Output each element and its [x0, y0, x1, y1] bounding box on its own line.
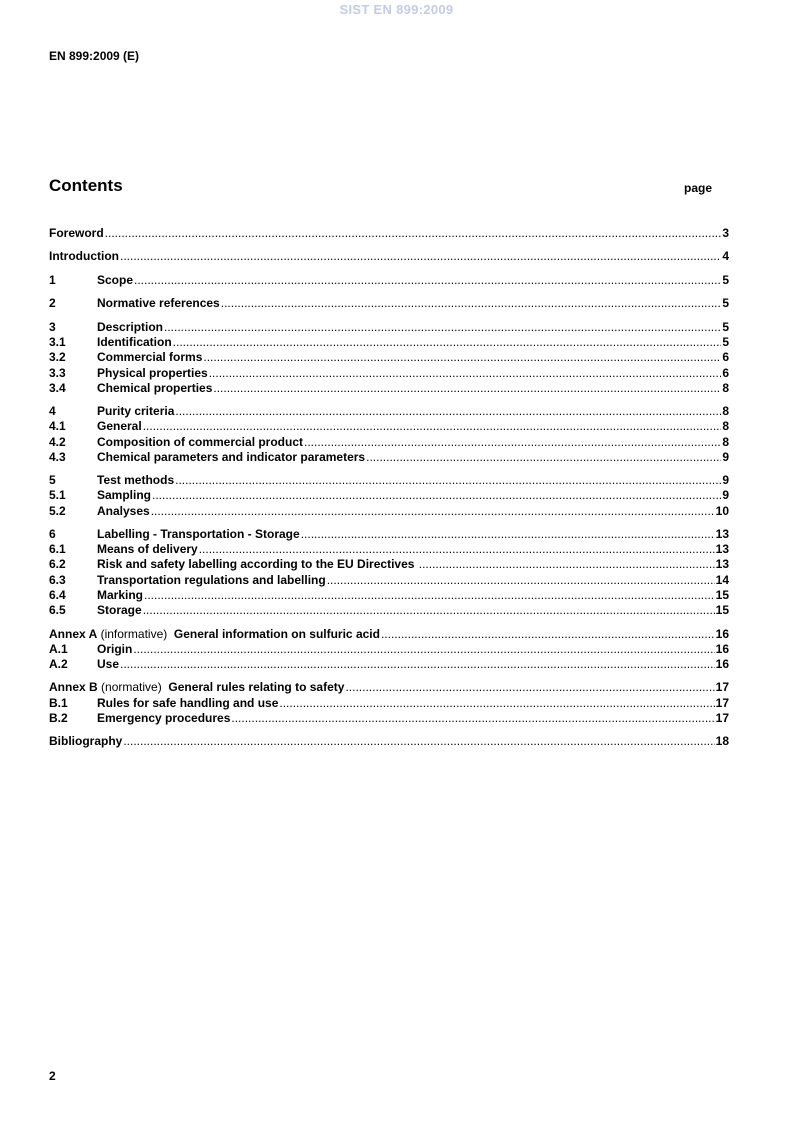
toc-leader-dots: [419, 557, 715, 572]
toc-entry-page-number: 5: [722, 319, 729, 334]
toc-entry-title-group: [49, 226, 104, 241]
toc-entry[interactable]: [49, 542, 729, 557]
toc-entry-page-number: 10: [715, 503, 729, 518]
contents-title: Contents: [49, 176, 123, 195]
toc-entry-page-number: 6: [722, 365, 729, 380]
toc-entry-title: Origin: [97, 641, 133, 656]
toc-entry-number: A.1: [49, 641, 68, 656]
document-id-header: EN 899:2009 (E): [49, 49, 140, 63]
toc-entry-number: 6.4: [49, 587, 66, 602]
toc-entry-number: 3.1: [49, 335, 66, 350]
toc-entry[interactable]: [49, 435, 729, 450]
toc-leader-dots: [221, 296, 722, 311]
toc-entry[interactable]: [49, 696, 729, 711]
toc-entry-page-number: 17: [715, 710, 729, 725]
toc-leader-dots: [105, 226, 722, 241]
toc-entry-page-number: 17: [715, 695, 729, 710]
toc-entry-number: 3.4: [49, 380, 66, 395]
toc-entry-page-number: 15: [715, 587, 729, 602]
toc-leader-dots: [231, 711, 714, 726]
toc-entry-title: Scope: [97, 272, 134, 287]
toc-entry-number: 3.2: [49, 350, 66, 365]
toc-entry-title-group: [97, 711, 230, 726]
toc-entry[interactable]: [49, 711, 729, 726]
toc-entry[interactable]: [49, 404, 729, 419]
toc-leader-dots: [123, 734, 714, 749]
toc-entry-title: General: [97, 419, 142, 434]
toc-entry-title-group: [97, 588, 143, 603]
toc-entry-title: Foreword: [49, 226, 104, 240]
toc-leader-dots: [345, 680, 714, 695]
toc-entry-title: Normative references: [97, 296, 220, 311]
toc-entry-page-number: 15: [715, 603, 729, 618]
toc-entry-title: Test methods: [97, 473, 175, 488]
toc-entry[interactable]: [49, 588, 729, 603]
toc-entry-title: Introduction: [49, 249, 119, 264]
toc-entry-page-number: 5: [722, 335, 729, 350]
toc-entry[interactable]: [49, 450, 729, 465]
toc-entry-title-group: [49, 249, 119, 264]
toc-entry-page-number: 4: [722, 249, 729, 264]
toc-leader-dots: [175, 473, 721, 488]
toc-entry-title-group: [97, 473, 174, 488]
toc-annex-label: Annex A: [49, 626, 98, 641]
toc-entry[interactable]: [49, 473, 729, 488]
toc-entry-title: Purity criteria: [97, 404, 175, 419]
toc-leader-dots: [279, 696, 714, 711]
toc-leader-dots: [381, 627, 715, 642]
toc-entry-title-group: [97, 350, 202, 365]
toc-entry-page-number: 9: [722, 473, 729, 488]
toc-entry-title-group: [97, 696, 278, 711]
toc-leader-dots: [304, 435, 721, 450]
toc-entry-title: General rules relating to safety: [168, 680, 345, 695]
toc-entry-title: Sampling: [97, 488, 152, 503]
page-column-label: page: [684, 181, 713, 195]
toc-entry[interactable]: [49, 642, 729, 657]
toc-leader-dots: [173, 335, 722, 350]
toc-leader-dots: [203, 350, 721, 365]
toc-entry[interactable]: [49, 226, 729, 241]
toc-entry-title-group: [97, 273, 133, 288]
toc-leader-dots: [213, 381, 721, 396]
toc-entry-title-group: [97, 296, 220, 311]
toc-entry-page-number: 13: [715, 542, 729, 557]
toc-entry-page-number: 5: [722, 272, 729, 287]
toc-entry-page-number: 6: [722, 350, 729, 365]
toc-entry-number: 4: [49, 404, 56, 419]
toc-entry-title: General information on sulfuric acid: [173, 626, 380, 641]
toc-entry[interactable]: [49, 557, 729, 572]
toc-leader-dots: [164, 320, 721, 335]
toc-leader-dots: [366, 450, 721, 465]
toc-entry[interactable]: [49, 273, 729, 288]
toc-entry-title: Analyses: [97, 503, 150, 518]
toc-entry-title-group: [97, 527, 300, 542]
toc-entry-page-number: 18: [715, 734, 729, 749]
toc-entry[interactable]: [49, 366, 729, 381]
toc-entry[interactable]: [49, 527, 729, 542]
toc-leader-dots: [151, 504, 715, 519]
toc-entry-number: 6: [49, 527, 56, 542]
toc-entry-page-number: 16: [715, 626, 729, 641]
toc-annex-label: Annex B: [49, 680, 98, 695]
toc-entry-page-number: 16: [715, 641, 729, 656]
toc-leader-dots: [199, 542, 715, 557]
toc-annex-status: (informative): [97, 626, 174, 641]
toc-leader-dots: [120, 249, 721, 264]
toc-entry-page-number: 8: [722, 404, 729, 419]
toc-entry-page-number: 3: [722, 226, 729, 240]
toc-leader-dots: [133, 642, 714, 657]
toc-leader-dots: [120, 657, 715, 672]
toc-entry-number: 4.3: [49, 449, 66, 464]
toc-entry-title: Storage: [97, 603, 142, 618]
toc-leader-dots: [175, 404, 721, 419]
toc-entry-title-group: [97, 320, 163, 335]
toc-entry[interactable]: [49, 488, 729, 503]
toc-entry-title: Means of delivery: [97, 542, 198, 557]
toc-entry[interactable]: [49, 603, 729, 618]
toc-entry-title-group: [49, 627, 380, 642]
toc-entry[interactable]: [49, 335, 729, 350]
toc-leader-dots: [144, 588, 715, 603]
toc-entry-page-number: 5: [722, 296, 729, 311]
toc-entry-page-number: 8: [722, 380, 729, 395]
toc-entry-title: Chemical properties: [97, 380, 213, 395]
toc-entry-title-group: [49, 680, 344, 695]
toc-entry-title-group: [97, 603, 142, 618]
toc-entry-number: 2: [49, 296, 56, 311]
toc-entry[interactable]: [49, 504, 729, 519]
toc-entry[interactable]: [49, 419, 729, 434]
toc-entry-page-number: 13: [715, 557, 729, 572]
toc-leader-dots: [134, 273, 721, 288]
toc-entry[interactable]: [49, 320, 729, 335]
toc-entry-title-group: [97, 573, 326, 588]
toc-entry-title: Marking: [97, 587, 144, 602]
toc-entry-number: A.2: [49, 656, 68, 671]
toc-entry-number: 4.2: [49, 434, 66, 449]
toc-entry[interactable]: [49, 680, 729, 695]
footer-page-number: 2: [49, 1069, 56, 1083]
toc-entry-title: Physical properties: [97, 365, 208, 380]
toc-leader-dots: [143, 419, 722, 434]
table-of-contents: [49, 226, 729, 749]
toc-entry-page-number: 9: [722, 488, 729, 503]
toc-entry-number: 6.2: [49, 557, 66, 572]
toc-entry-title-group: [97, 435, 303, 450]
toc-entry-page-number: 13: [715, 527, 729, 542]
toc-entry-title-group: [97, 335, 172, 350]
toc-entry-page-number: 17: [715, 680, 729, 695]
toc-entry-title: Use: [97, 656, 120, 671]
toc-leader-dots: [301, 527, 715, 542]
toc-entry-number: 6.5: [49, 603, 66, 618]
toc-entry[interactable]: [49, 627, 729, 642]
toc-entry-title-group: [97, 542, 198, 557]
toc-entry[interactable]: [49, 381, 729, 396]
toc-entry-title-group: [97, 657, 119, 672]
toc-entry-number: 5: [49, 473, 56, 488]
toc-entry[interactable]: [49, 350, 729, 365]
toc-entry-page-number: 9: [722, 449, 729, 464]
toc-entry[interactable]: [49, 657, 729, 672]
toc-entry-title: Identification: [97, 335, 172, 350]
toc-entry-title: Composition of commercial product: [97, 434, 304, 449]
toc-entry-title: Rules for safe handling and use: [97, 695, 279, 710]
toc-entry-page-number: 16: [715, 656, 729, 671]
toc-entry[interactable]: [49, 249, 729, 264]
toc-entry-number: 1: [49, 272, 56, 287]
watermark: SIST EN 899:2009: [339, 2, 454, 17]
toc-entry-page-number: 14: [715, 572, 729, 587]
toc-entry-title-group: [97, 642, 132, 657]
toc-entry-title-group: [97, 366, 208, 381]
toc-entry-title: Labelling - Transportation - Storage: [97, 527, 300, 542]
toc-entry-title-group: [97, 419, 142, 434]
toc-entry-title-group: [97, 504, 150, 519]
toc-entry-number: B.1: [49, 695, 68, 710]
toc-entry-title-group: [97, 404, 174, 419]
toc-leader-dots: [143, 603, 715, 618]
toc-entry-title: Chemical parameters and indicator parameters: [97, 449, 366, 464]
toc-entry-number: 3: [49, 319, 56, 334]
toc-entry-title: Transportation regulations and labelling: [97, 572, 326, 587]
toc-entry-number: 6.1: [49, 542, 66, 557]
toc-entry-title: Risk and safety labelling according to the EU Directives: [97, 557, 418, 572]
toc-entry-number: 6.3: [49, 572, 66, 587]
toc-entry-page-number: 8: [722, 434, 729, 449]
toc-entry-title-group: [97, 381, 212, 396]
toc-entry-number: 5.1: [49, 488, 66, 503]
toc-entry[interactable]: [49, 296, 729, 311]
toc-entry-page-number: 8: [722, 419, 729, 434]
toc-entry-number: 5.2: [49, 503, 66, 518]
toc-entry-number: B.2: [49, 710, 68, 725]
toc-entry-title-group: [49, 734, 122, 749]
toc-entry-title: Bibliography: [49, 734, 123, 749]
toc-entry-title-group: [97, 450, 365, 465]
toc-entry-title: Description: [97, 319, 164, 334]
toc-entry-number: 3.3: [49, 365, 66, 380]
toc-annex-status: (normative): [97, 680, 169, 695]
toc-entry-title-group: [97, 557, 418, 572]
toc-entry-title: Emergency procedures: [97, 710, 231, 725]
toc-entry-title-group: [97, 488, 151, 503]
toc-leader-dots: [327, 573, 715, 588]
toc-entry[interactable]: [49, 573, 729, 588]
toc-leader-dots: [152, 488, 721, 503]
toc-entry-title: Commercial forms: [97, 350, 203, 365]
toc-entry-number: 4.1: [49, 419, 66, 434]
toc-entry[interactable]: [49, 734, 729, 749]
toc-leader-dots: [209, 366, 722, 381]
